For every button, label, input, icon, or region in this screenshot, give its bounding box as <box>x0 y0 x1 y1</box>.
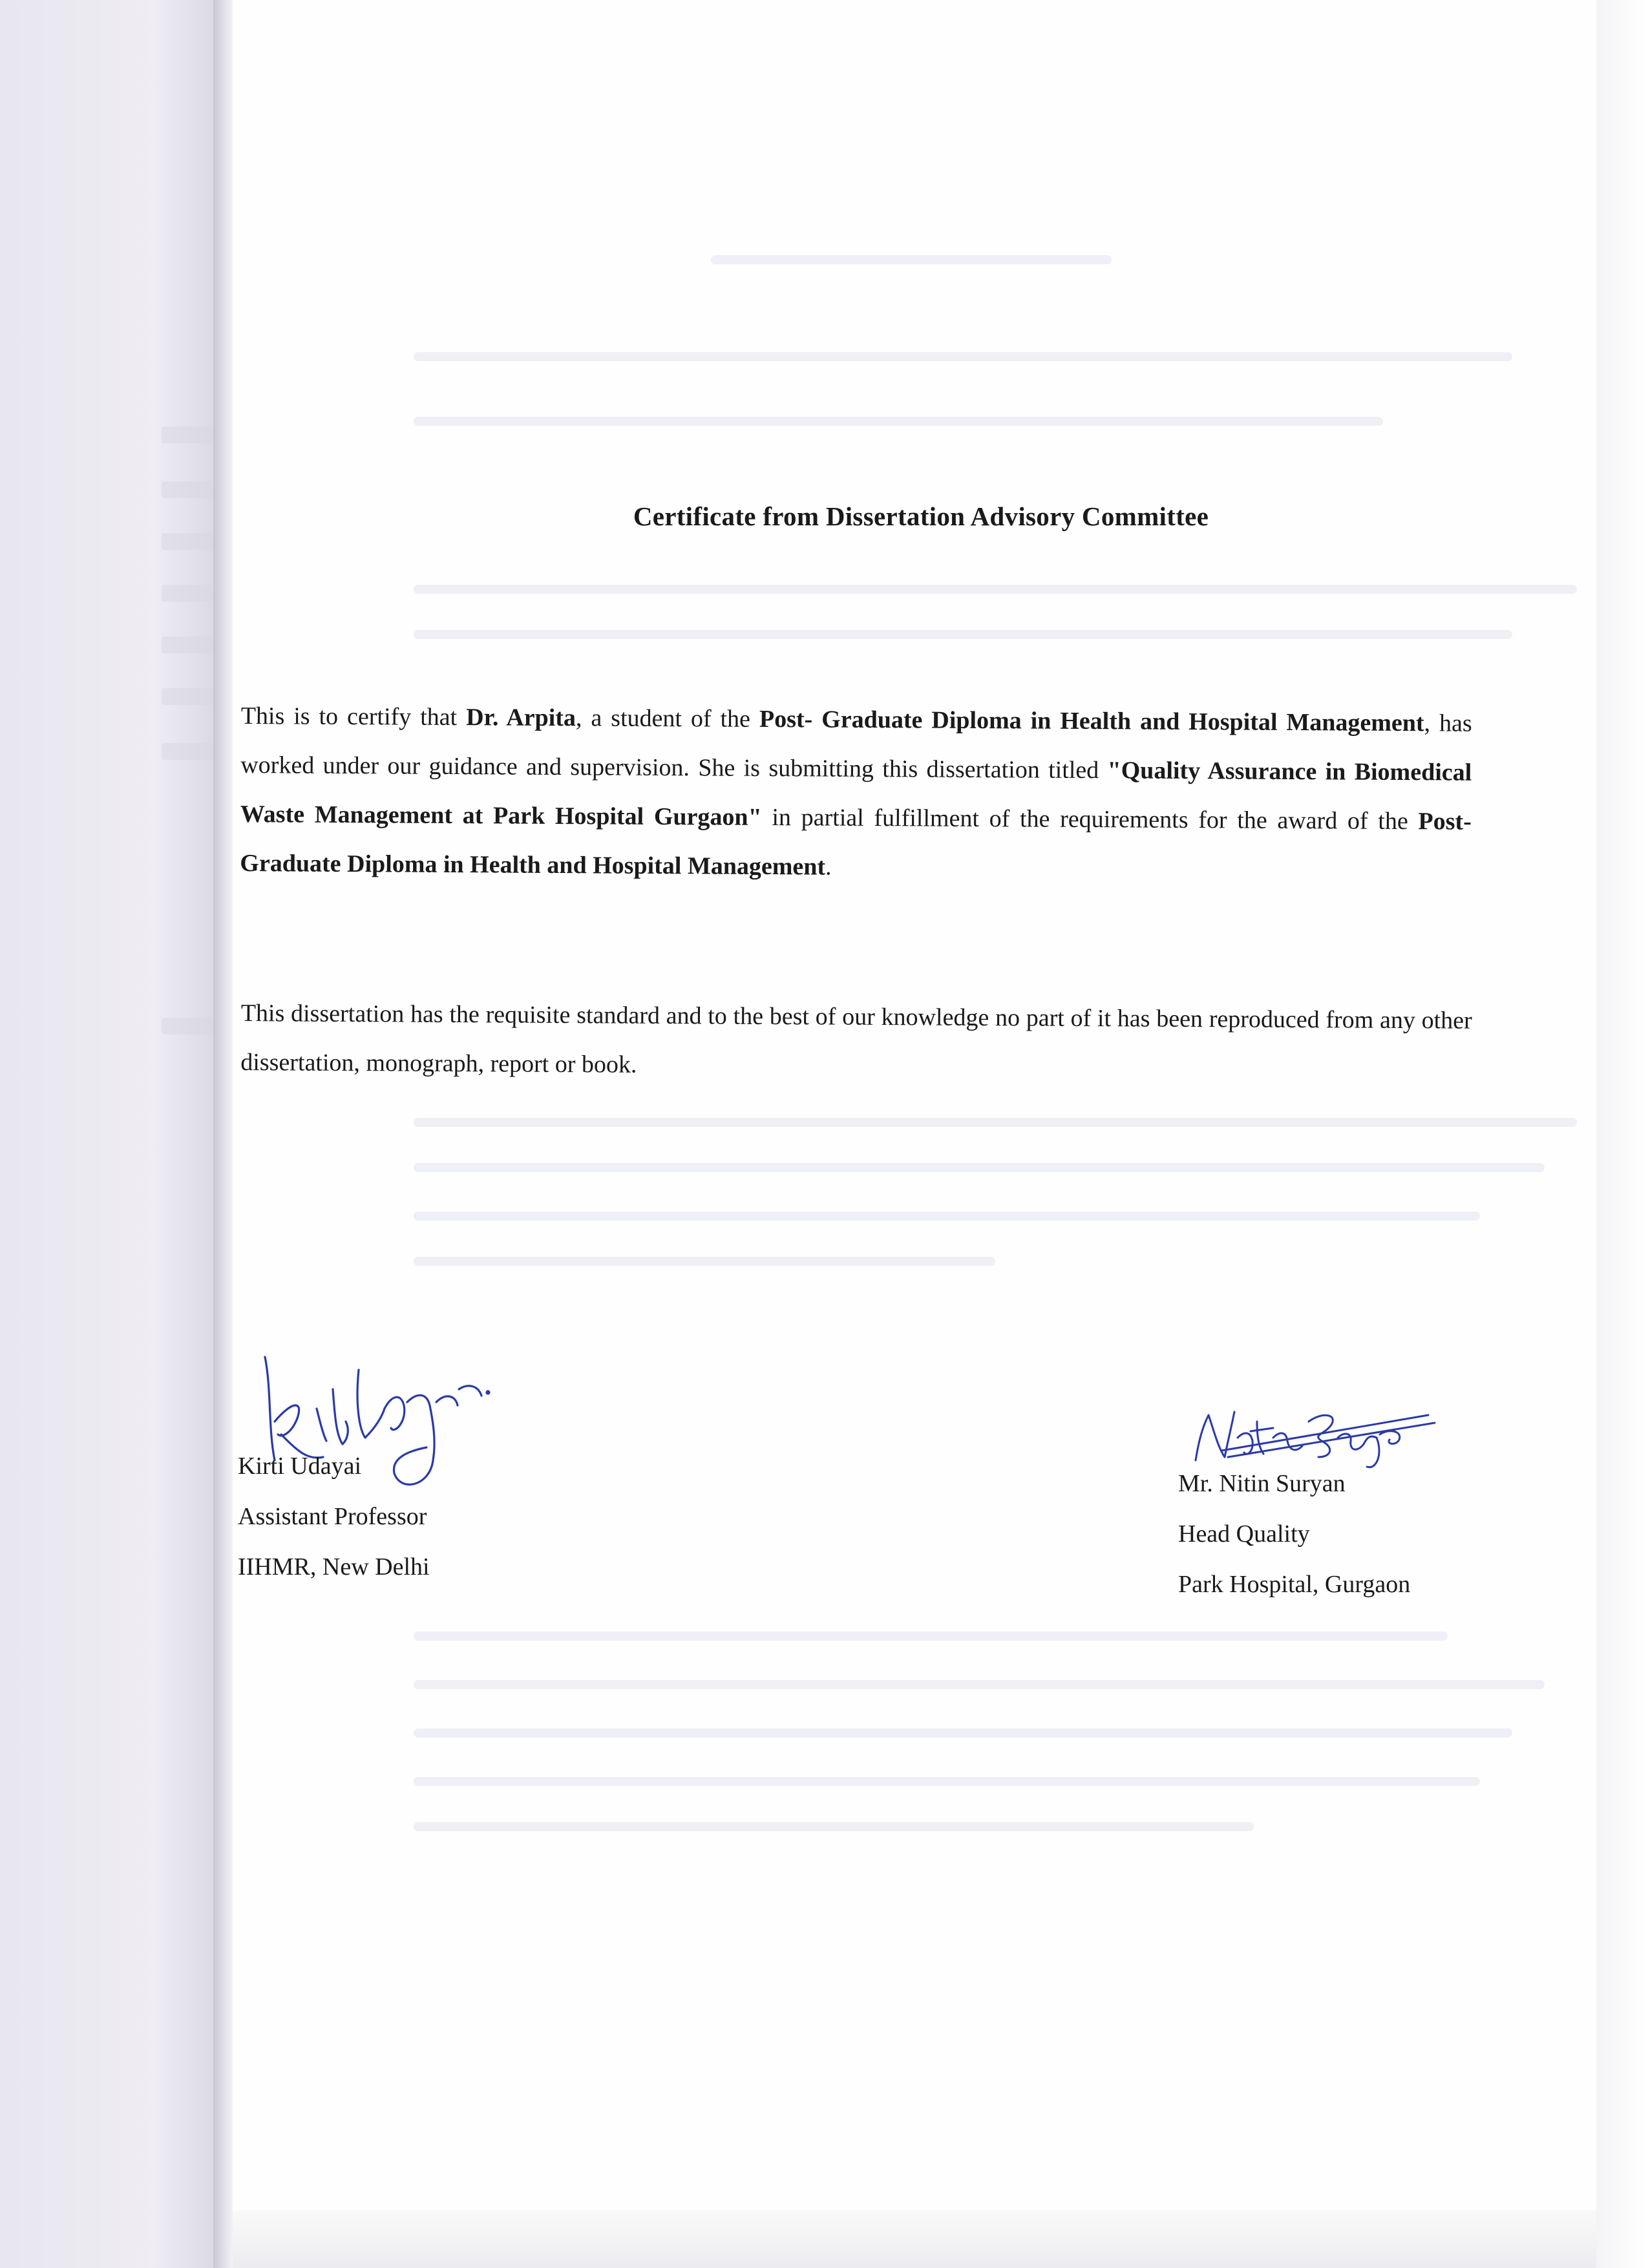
bleed-line <box>414 585 1577 594</box>
bleed-line <box>414 1777 1480 1786</box>
bleed-line <box>414 1212 1480 1221</box>
text-run: in partial fulfillment of the requirements for the award of the <box>761 803 1419 835</box>
originality-paragraph: This dissertation has the requisite standard and to the best of our knowledge no part of it has been reproduced from any other dissertation, monograph, report or book. <box>240 999 1472 1078</box>
page-title: Certificate from Dissertation Advisory Committee <box>633 501 1209 531</box>
bleed-line <box>414 1632 1448 1641</box>
certification-paragraph <box>240 691 1472 896</box>
signatory-designation: Head Quality <box>1178 1520 1310 1548</box>
bleed-fragment <box>162 585 217 602</box>
bleed-line <box>414 1163 1545 1172</box>
program-name: Post- Graduate Diploma in Health and Hospital Management <box>759 705 1424 737</box>
signatory-designation: Assistant Professor <box>238 1503 427 1530</box>
signatory-organization: Park Hospital, Gurgaon <box>1178 1571 1411 1598</box>
bleed-fragment <box>162 636 217 653</box>
signatory-organization: IIHMR, New Delhi <box>238 1553 430 1580</box>
text-run: , has worked under our guidance and supervision. She is submitting this dissertation titled <box>240 709 1472 784</box>
adjacent-page <box>0 0 220 2268</box>
bleed-fragment <box>162 481 217 498</box>
page-edge <box>233 2210 1596 2268</box>
page-gutter <box>213 0 233 2268</box>
bleed-fragment <box>162 688 217 705</box>
signatory-left <box>238 1441 430 1592</box>
bleed-fragment <box>162 743 217 760</box>
page-edge <box>1596 0 1648 2268</box>
document-page <box>233 0 1596 2268</box>
bleed-line <box>414 1118 1577 1127</box>
bleed-line <box>414 1822 1254 1831</box>
bleed-fragment <box>162 533 217 550</box>
bleed-line <box>414 352 1512 361</box>
bleed-line <box>414 1257 995 1266</box>
student-name: Dr. Arpita <box>466 704 576 732</box>
signatory-name: Kirti Udayai <box>238 1453 362 1480</box>
bleed-fragment <box>162 1018 217 1034</box>
text-run: , a student of the <box>575 704 760 733</box>
bleed-line <box>414 1680 1545 1689</box>
bleed-line <box>414 417 1383 426</box>
bleed-line <box>711 255 1112 264</box>
signatory-right <box>1178 1458 1410 1610</box>
bleed-line <box>414 1728 1512 1738</box>
text-run: . <box>825 853 832 881</box>
signatory-name: Mr. Nitin Suryan <box>1178 1470 1346 1497</box>
program-name: Post- Graduate Diploma in Health and Hospital Management <box>240 808 1472 881</box>
dissertation-title: "Quality Assurance in Biomedical Waste Management at Park Hospital Gurgaon" <box>240 757 1472 831</box>
text-run: This is to certify that <box>240 702 467 731</box>
bleed-fragment <box>162 426 217 443</box>
bleed-line <box>414 630 1512 639</box>
